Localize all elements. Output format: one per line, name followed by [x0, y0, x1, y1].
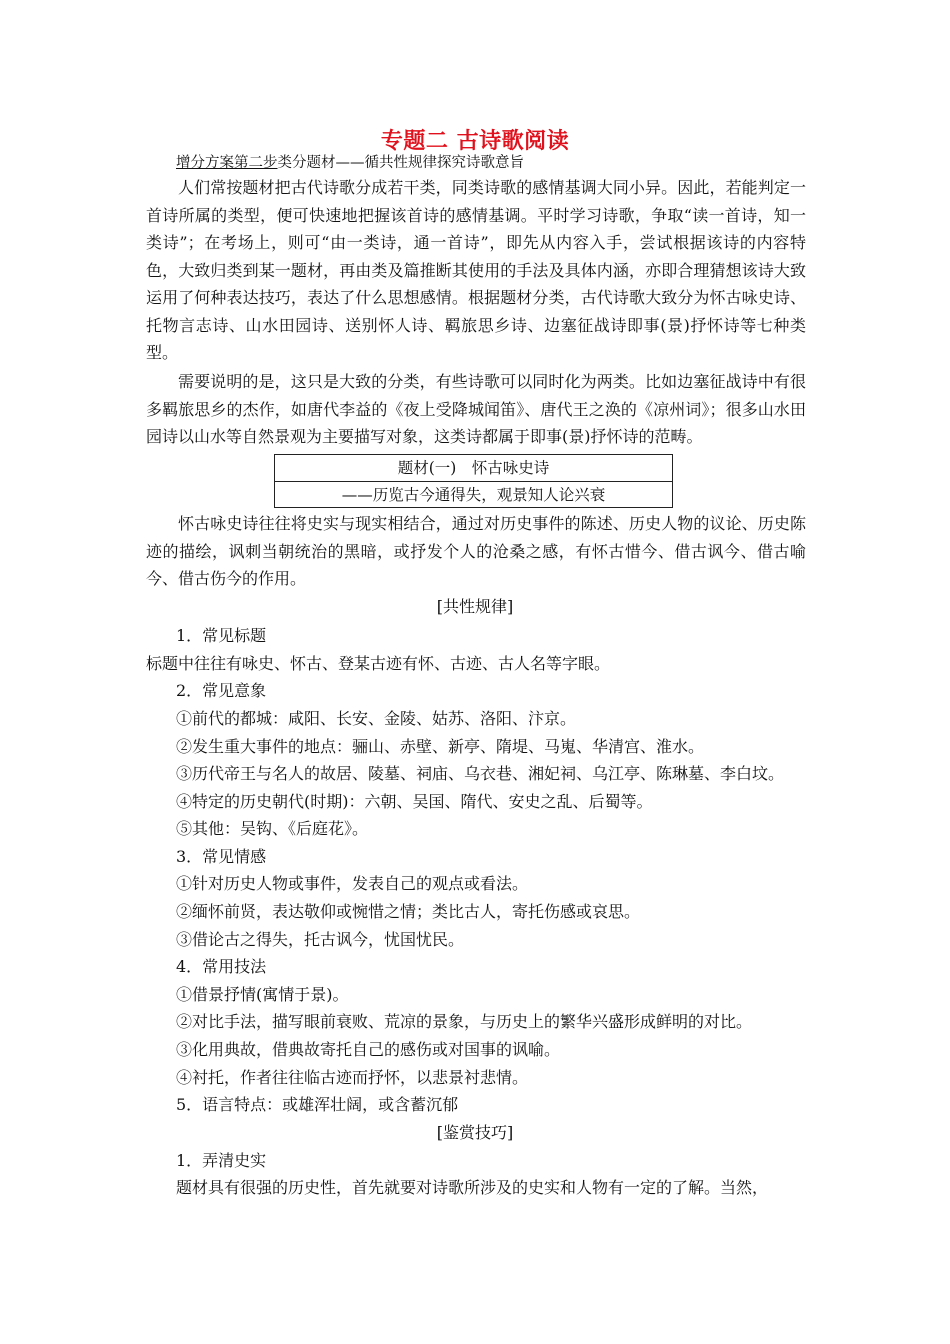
section-title-appreciation-skills: [鉴赏技巧] [436, 1123, 514, 1142]
list-item: 4．常用技法 [176, 957, 267, 976]
list-item: ②对比手法，描写眼前衰败、荒凉的景象，与历史上的繁华兴盛形成鲜明的对比。 [176, 1012, 753, 1031]
list-item: 3．常见情感 [176, 847, 267, 866]
list-item: ③历代帝王与名人的故居、陵墓、祠庙、乌衣巷、湘妃祠、乌江亭、陈琳墓、李白坟。 [176, 764, 785, 783]
list-item: ③借论古之得失，托古讽今，忧国忧民。 [176, 930, 465, 949]
list-item: ①针对历史人物或事件，发表自己的观点或看法。 [176, 874, 529, 893]
intro-paragraph-2: 需要说明的是，这只是大致的分类，有些诗歌可以同时化为两类。比如边塞征战诗中有很多羁旅思乡的杰作，如唐代李益的《夜上受降城闻笛》、唐代王之涣的《凉州词》；很多山水田园诗以山水等自然景观为主要描写对象，这类诗都属于即事(景)抒怀诗的范畴。 [146, 372, 806, 446]
list-item: ①前代的都城：咸阳、长安、金陵、姑苏、洛阳、汴京。 [176, 709, 577, 728]
list-item: ②缅怀前贤，表达敬仰或惋惜之情；类比古人，寄托伤感或哀思。 [176, 902, 641, 921]
section-title-common-rules: [共性规律] [436, 597, 514, 616]
topic-paragraph: 怀古咏史诗往往将史实与现实相结合，通过对历史事件的陈述、历史人物的议论、历史陈迹的描绘，讽刺当朝统治的黑暗，或抒发个人的沧桑之感，有怀古惜今、借古讽今、借古喻今、借古伤今的作用。 [146, 514, 806, 588]
topic-subheading: ——历览古今通得失，观景知人论兴衰 [341, 486, 606, 504]
list-item: 标题中往往有咏史、怀古、登某古迹有怀、古迹、古人名等字眼。 [146, 654, 611, 673]
list-item: 2．常见意象 [176, 681, 267, 700]
list-item: ①借景抒情(寓情于景)。 [176, 985, 349, 1004]
list-item: ④衬托，作者往往临古迹而抒怀，以悲景衬悲情。 [176, 1068, 529, 1087]
list-item: ③化用典故，借典故寄托自己的感伤或对国事的讽喻。 [176, 1040, 561, 1059]
list-item: 5．语言特点：或雄浑壮阔，或含蓄沉郁 [176, 1095, 459, 1114]
skill-heading: 1．弄清史实 [176, 1151, 267, 1170]
page-title: 专题二 古诗歌阅读 [380, 129, 570, 154]
subtitle-step: 增分方案第二步 [176, 155, 278, 171]
subtitle-text: 类分题材——循共性规律探究诗歌意旨 [277, 155, 524, 171]
list-item: 1．常见标题 [176, 626, 267, 645]
intro-paragraph-1: 人们常按题材把古代诗歌分成若干类，同类诗歌的感情基调大同小异。因此，若能判定一首诗所属的类型，便可快速地把握该首诗的感情基调。平时学习诗歌，争取“读一首诗，知一类诗”；在考场上，则可“由一类诗，通一首诗”，即先从内容入手，尝试根据该诗的内容特色，大致归类到某一题材，再由类及篇推断其使用的手法及具体内涵，亦即合理猜想该诗大致运用了何种表达技巧，表达了什么思想感情。根据题材分类，古代诗歌大致分为怀古咏史诗、托物言志诗、山水田园诗、送别怀人诗、羁旅思乡诗、边塞征战诗即事(景)抒怀诗等七种类型。 [146, 178, 806, 362]
topic-heading: 题材(一) 怀古咏史诗 [275, 455, 672, 482]
list-item: ②发生重大事件的地点：骊山、赤壁、新亭、隋堤、马嵬、华清宫、淮水。 [176, 737, 705, 756]
skill-text: 题材具有很强的历史性，首先就要对诗歌所涉及的史实和人物有一定的了解。当然， [176, 1178, 769, 1197]
topic-box [274, 454, 673, 508]
list-item: ⑤其他：吴钩、《后庭花》。 [176, 819, 369, 838]
list-item: ④特定的历史朝代(时期)：六朝、吴国、隋代、安史之乱、后蜀等。 [176, 792, 653, 811]
subtitle [176, 151, 524, 172]
